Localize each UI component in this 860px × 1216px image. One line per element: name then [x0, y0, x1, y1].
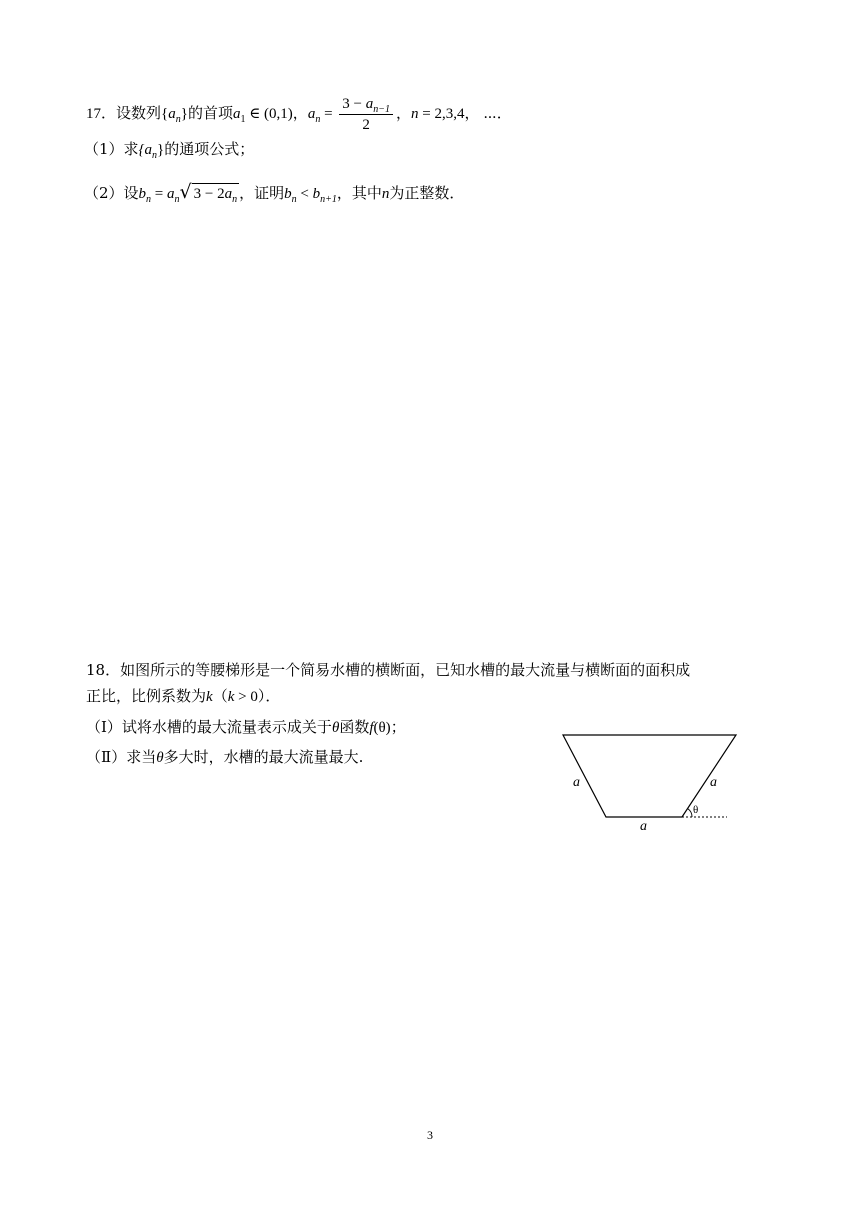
q18-cond: > 0 [234, 689, 258, 705]
q18-paren-open: （ [212, 687, 228, 705]
q17-number: 17． [86, 106, 117, 122]
left-side-label: a [573, 775, 580, 790]
q17-part1-rest: 的通项公式； [164, 140, 255, 158]
q18-line2-text: 正比，比例系数为 [86, 687, 207, 705]
q17-seq-var: a [168, 106, 176, 122]
q18-part1-arg: (θ) [373, 720, 391, 736]
q17-frac-den: 2 [362, 117, 370, 133]
q18-part2-end: 多大时，水槽的最大流量最大. [163, 748, 364, 766]
q17-part2-text-prove: ，证明 [239, 184, 285, 202]
q17-comma1: ， [292, 104, 308, 122]
q17-part1-label: （1）求 [84, 140, 139, 158]
q17-part2-eq: = [151, 186, 168, 202]
q17-part2-rad-sub: n [232, 194, 238, 205]
q18-paren-close: ）． [257, 687, 281, 705]
q17-comma2: ， [396, 104, 412, 122]
q18-part2 [86, 747, 363, 768]
q17-a1-sub: 1 [240, 114, 246, 125]
trapezoid-figure [555, 728, 745, 838]
q17-seq-open: { [161, 106, 169, 122]
q17-a1-rel: ∈ (0,1) [245, 106, 293, 122]
q17-text1: 设数列 [116, 104, 162, 122]
q17-part2-an-var: a [167, 186, 175, 202]
q17-part1-seq: {a [138, 142, 153, 158]
q17-part2-label: （2）设 [84, 184, 139, 202]
q17-eq: = [320, 106, 337, 122]
q17-part2-bn-sub: n [146, 194, 152, 205]
q17-part2-lt: < [296, 186, 313, 202]
q18-line2 [86, 686, 280, 707]
q17-part2 [84, 182, 464, 204]
q18-cond-var: k [227, 689, 235, 705]
q17-frac-num-const: 3 − [342, 96, 366, 112]
angle-label: θ [693, 804, 699, 816]
bottom-label: a [640, 819, 647, 834]
q17-an-sub: n [315, 114, 321, 125]
q17-frac-num-var: a [365, 96, 374, 112]
q17-part2-text-where: ，其中 [336, 184, 382, 202]
q18-part1-func: f [369, 720, 374, 736]
q17-seq-sub: n [175, 114, 181, 125]
q17-statement [86, 93, 512, 133]
q17-part2-b2-var: b [312, 186, 321, 202]
q17-part2-radicand [192, 183, 239, 205]
q18-part1-mid: 函数 [339, 718, 370, 736]
q17-part2-b1-var: b [284, 186, 292, 202]
q17-an-var: a [307, 106, 316, 122]
q17-a1-var: a [232, 106, 241, 122]
q17-part2-b1-sub: n [291, 194, 297, 205]
q18-k-var: k [206, 689, 213, 705]
q17-part2-b2-sub: n+1 [320, 194, 337, 205]
q18-part1-theta: θ [331, 720, 340, 736]
q17-part1-seq-sub: n [152, 150, 158, 161]
q17-frac-num-sub: n−1 [373, 104, 390, 115]
q18-part1-label: （Ⅰ）试将水槽的最大流量表示成关于 [86, 718, 332, 736]
q17-n-var: n [411, 106, 419, 122]
q17-seq-close: } [180, 106, 188, 122]
q17-part2-an-sub: n [174, 194, 180, 205]
q17-dots: ⋯． [479, 106, 512, 122]
angle-arc [688, 809, 693, 818]
q17-part2-n-var: n [381, 186, 390, 202]
q18-part2-theta: θ [156, 750, 164, 766]
right-side-label: a [710, 775, 717, 790]
q17-part1-seq-close: } [157, 142, 165, 158]
q17-part2-rad-const: 3 − 2 [193, 186, 225, 202]
page-number: 3 [427, 1128, 433, 1142]
q17-part2-bn-var: b [138, 186, 147, 202]
q17-part1 [84, 139, 254, 160]
q17-text2: 的首项 [187, 104, 233, 122]
q17-fraction [339, 94, 393, 134]
q17-part2-rad-var: a [224, 186, 233, 202]
q18-part1-end: ； [390, 718, 406, 736]
q17-n-vals: = 2,3,4， [418, 106, 480, 122]
q18-part1 [86, 717, 406, 738]
q18-line1: 18．如图所示的等腰梯形是一个简易水槽的横断面，已知水槽的最大流量与横断面的面积成 [86, 661, 691, 679]
q17-part2-sqrt [180, 182, 240, 204]
q17-part2-radical-sign: √ [179, 181, 192, 203]
q17-frac-num [339, 94, 393, 115]
q18-part2-label: （Ⅱ）求当 [86, 748, 157, 766]
q17-part2-text-end: 为正整数． [389, 184, 465, 202]
